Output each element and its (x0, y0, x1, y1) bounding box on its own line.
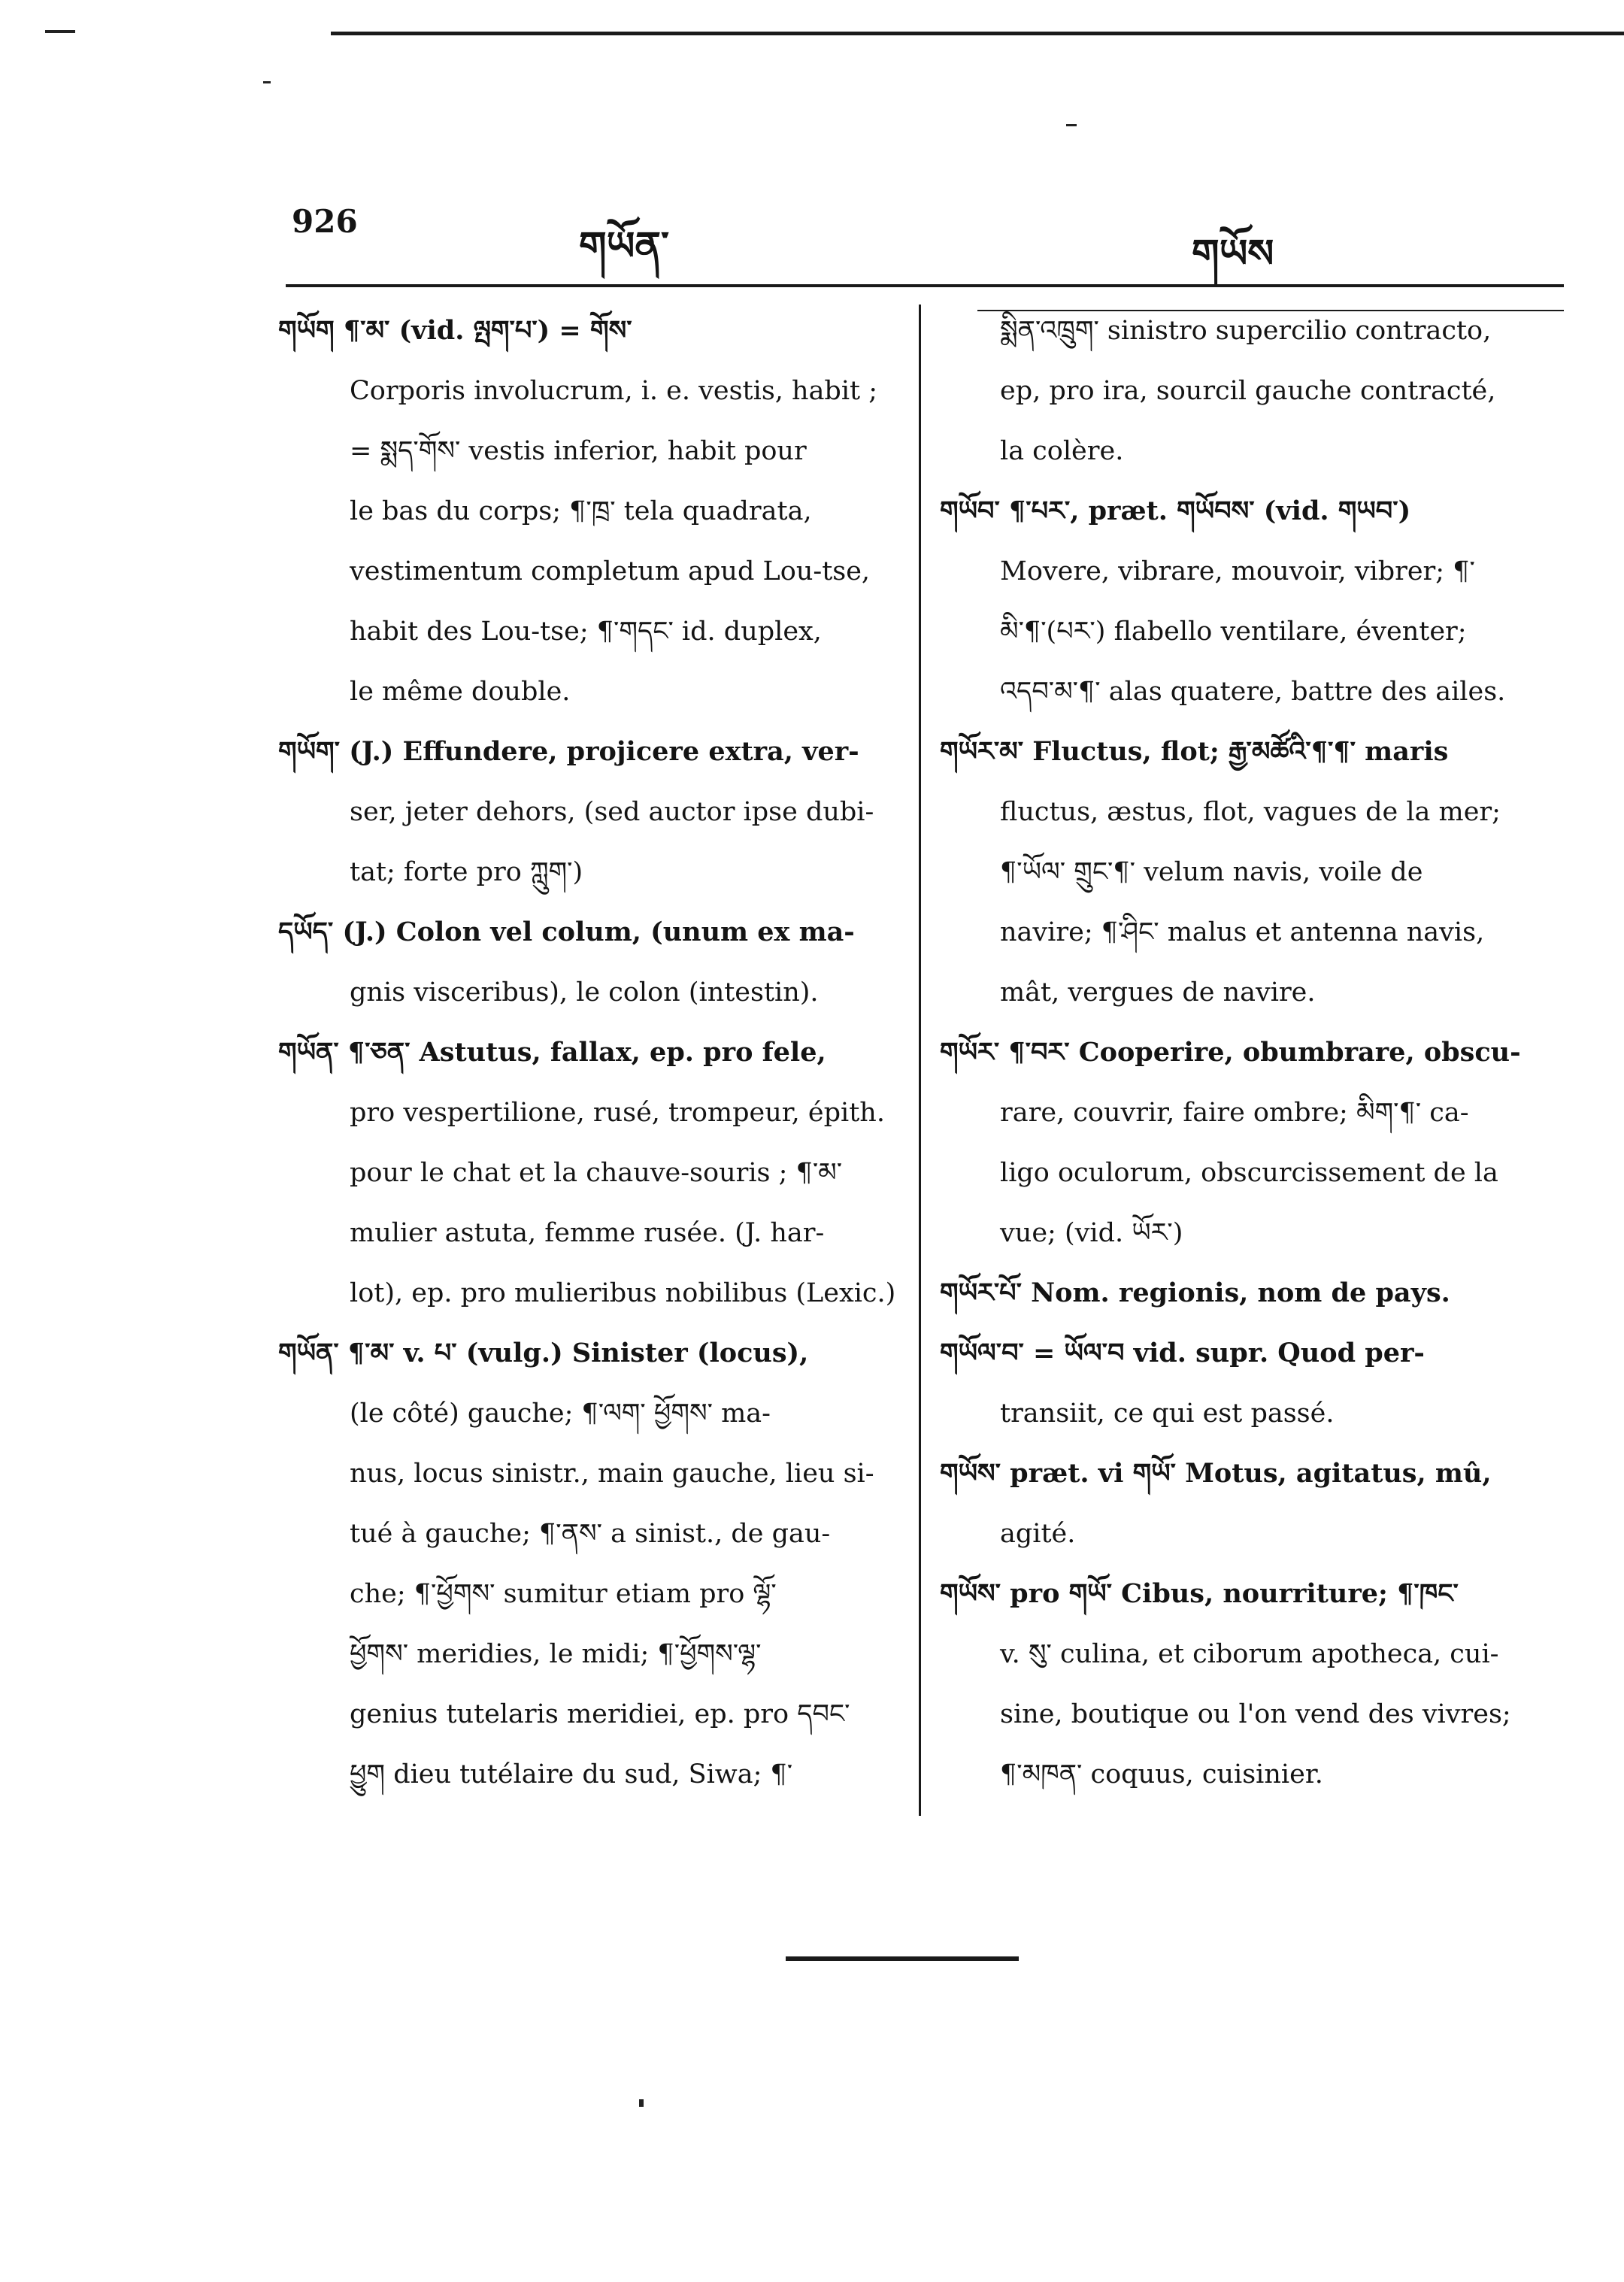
entry-line: མི་¶་(པར་) flabello ventilare, éventer; (1000, 617, 1467, 647)
left-column (278, 301, 902, 1805)
entry (278, 722, 902, 902)
entry-line: le même double. (350, 677, 571, 707)
scan-mark-top-left (45, 30, 75, 33)
entry (940, 1444, 1564, 1564)
right-column (940, 301, 1564, 1805)
entry (940, 1023, 1564, 1263)
entry-line: habit des Lou-tse; ¶་གདང་ id. duplex, (350, 617, 822, 647)
entry-line: lot), ep. pro mulieribus nobilibus (Lexic.) (350, 1278, 896, 1308)
entry (940, 1263, 1564, 1323)
entry-line: གཡོན་ ¶་ཅན་ Astutus, fallax, ep. pro fele, (278, 1037, 826, 1068)
entry (278, 301, 902, 722)
entry-line: rare, couvrir, faire ombre; མིག་¶་ ca- (1000, 1098, 1469, 1128)
entry-line: navire; ¶་ཤིང་ malus et antenna navis, (1000, 917, 1485, 947)
entry-line: vue; (vid. ཡོར་) (1000, 1218, 1183, 1248)
entry-line: sine, boutique ou l'on vend des vivres; (1000, 1699, 1511, 1729)
entry-line: la colère. (1000, 436, 1124, 466)
entry (940, 301, 1564, 481)
entry-line: གཡོག་ (J.) Effundere, projicere extra, ver- (278, 736, 859, 767)
entry-line: nus, locus sinistr., main gauche, lieu si- (350, 1459, 874, 1489)
entry-line: གཡོས་ pro གཡོ་ Cibus, nourriture; ¶་ཁང་ (940, 1578, 1459, 1609)
entry-line: སྨིན་འཁྲུག་ sinistro supercilio contracto, (1000, 316, 1492, 346)
entry-line: དཡོད་ (J.) Colon vel colum, (unum ex ma- (278, 917, 855, 947)
entry-line: che; ¶་ཕྱོགས་ sumitur etiam pro ལྷོ་ (350, 1579, 777, 1609)
entry-line: pour le chat et la chauve-souris ; ¶་མ་ (350, 1158, 843, 1188)
scan-mark-small-2 (1066, 124, 1077, 126)
entry (940, 722, 1564, 1023)
entry-line: གཡོན་ ¶་མ་ v. པ་ (vulg.) Sinister (locus), (278, 1338, 809, 1368)
entry-line: gnis visceribus), le colon (intestin). (350, 977, 819, 1008)
entry-line: གཡོར་པོ་ Nom. regionis, nom de pays. (940, 1277, 1450, 1308)
entry-line: གཡོག ¶་མ་ (vid. ལྤག་པ་) = གོས་ (278, 315, 632, 346)
top-scan-border (331, 32, 1624, 35)
entry-line: transiit, ce qui est passé. (1000, 1399, 1335, 1429)
entry (278, 1023, 902, 1323)
entry-line: vestimentum completum apud Lou-tse, (350, 556, 871, 586)
entry-line: གཡོར་མ་ Fluctus, flot; རྒྱ་མཚོའི་¶་¶་ maris (940, 736, 1449, 767)
entry-line: tat; forte pro ཀླུག་) (350, 857, 583, 887)
entry-line: mât, vergues de navire. (1000, 977, 1316, 1008)
entry-line: le bas du corps; ¶་ཁྲ་ tela quadrata, (350, 496, 812, 526)
entry-line: Corporis involucrum, i. e. vestis, habit ; (350, 376, 878, 406)
entry-line: གཡོབ་ ¶་པར་, præt. གཡོབས་ (vid. གཡབ་) (940, 495, 1411, 526)
entry-line: mulier astuta, femme rusée. (J. har- (350, 1218, 825, 1248)
entry-line: genius tutelaris meridiei, ep. pro དབང་ (350, 1699, 850, 1729)
entry-line: Movere, vibrare, mouvoir, vibrer; ¶་ (1000, 556, 1475, 586)
entry-line: = སྨད་གོས་ vestis inferior, habit pour (350, 436, 807, 466)
entry-line: འདབ་མ་¶་ alas quatere, battre des ailes. (1000, 677, 1506, 707)
entry-line: agité. (1000, 1519, 1076, 1549)
entry (278, 1323, 902, 1805)
scan-mark-small-1 (263, 81, 271, 83)
left-running-head: གཡོན་ (579, 224, 669, 269)
entry-line: v. སུ་ culina, et ciborum apotheca, cui- (1000, 1639, 1499, 1669)
right-running-head: གཡོས (1192, 232, 1274, 277)
entry-line: ཕྱུག dieu tutélaire du sud, Siwa; ¶་ (350, 1759, 793, 1790)
entry-line: fluctus, æstus, flot, vagues de la mer; (1000, 797, 1501, 827)
entry-line: pro vespertilione, rusé, trompeur, épith. (350, 1098, 885, 1128)
footer-rule (786, 1956, 1019, 1961)
page-number: 926 (292, 203, 358, 240)
scan-mark-bottom (639, 2099, 644, 2107)
header-rule (286, 284, 1564, 287)
entry-line: གཡོལ་བ་ = ཡོལ་བ vid. supr. Quod per- (940, 1338, 1425, 1368)
entry-line: ep, pro ira, sourcil gauche contracté, (1000, 376, 1496, 406)
entry (940, 1323, 1564, 1444)
entry-line: ligo oculorum, obscurcissement de la (1000, 1158, 1498, 1188)
entry (940, 1564, 1564, 1805)
entry-line: (le côté) gauche; ¶་ལག་ ཕྱོགས་ ma- (350, 1399, 771, 1429)
entry (940, 481, 1564, 722)
entry-line: ¶་མཁན་ coquus, cuisinier. (1000, 1759, 1323, 1790)
column-divider (919, 305, 921, 1816)
entry (278, 902, 902, 1023)
entry-line: ཕྱོགས་ meridies, le midi; ¶་ཕྱོགས་ལྷ་ (350, 1639, 762, 1669)
entry-line: ¶་ཡོལ་ གྲུང་¶་ velum navis, voile de (1000, 857, 1423, 887)
entry-line: ser, jeter dehors, (sed auctor ipse dubi- (350, 797, 874, 827)
entry-line: tué à gauche; ¶་ནས་ a sinist., de gau- (350, 1519, 831, 1549)
entry-line: གཡོས་ præt. vi གཡོ་ Motus, agitatus, mû, (940, 1458, 1492, 1489)
entry-line: གཡོར་ ¶་བར་ Cooperire, obumbrare, obscu- (940, 1037, 1521, 1068)
